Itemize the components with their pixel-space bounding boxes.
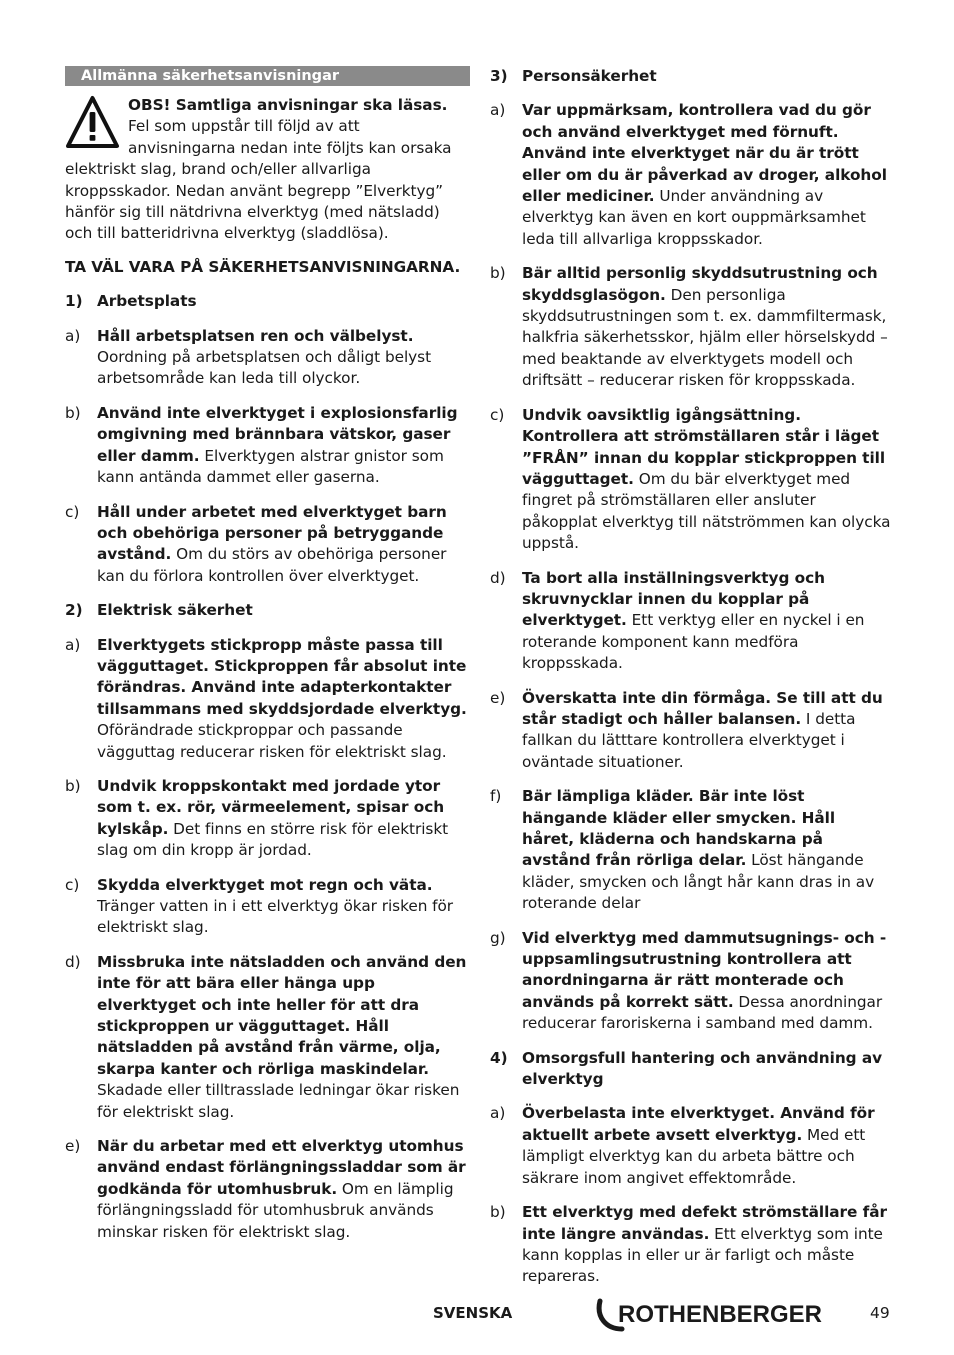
- item-bold-text: Undvik oavsiktlig igångsättning. Kontrollera att strömställaren står i läget ”FRÅN” innan du kopplar stickproppen till vägguttaget.: [522, 405, 886, 488]
- item-bold-text: Håll under arbetet med elverktyget barn och obehöriga personer på betryggande avstånd.: [97, 502, 447, 564]
- list-item: [490, 1103, 892, 1189]
- item-text: Med ett lämpligt elverktyg kan du arbeta bättre och säkrare inom angivet effektområde.: [522, 1125, 866, 1187]
- list-item: [490, 568, 892, 675]
- section-heading-title: Elektrisk säkerhet: [97, 601, 253, 620]
- item-text: Löst hängande kläder, smycken och långt hår kann dras in av roterande delar: [522, 851, 875, 913]
- item-label: c): [65, 875, 80, 894]
- item-label: d): [490, 568, 506, 587]
- item-bold-text: Bär lämpliga kläder. Bär inte löst hängande kläder eller smycken. Håll håret, kläderna och handskarna på avstånd från rörliga delar.: [522, 787, 836, 870]
- item-text: Ett verktyg eller en nyckel i en roterande komponent kann medföra kroppsskada.: [522, 611, 865, 673]
- logo-wordmark: ROTHENBERGER: [618, 1301, 823, 1328]
- item-text: Det finns en större risk för elektriskt slag om din kropp är jordad.: [97, 819, 449, 860]
- warning-body-text: Fel som uppstår till följd av att anvisningarna nedan inte följts kan orsaka elektriskt slag, brand och/eller allvarliga kroppsskador. Nedan använt begrepp ”Elverktyg” hänför sig till nätdrivna elverktyg (med nätsladd) och till batteridrivna elverktyg (sladdlösa).: [65, 117, 452, 243]
- item-text: Oordning på arbetsplatsen och dåligt belyst arbetsområde kan leda till olyckor.: [97, 348, 432, 388]
- section-heading-title: Arbetsplats: [97, 292, 197, 311]
- list-item: [65, 635, 470, 763]
- section-heading-title: Omsorgsfull hantering och användning av elverktyg: [522, 1048, 883, 1089]
- section-heading-personsakerhet: [490, 66, 892, 87]
- section-number: 1): [65, 292, 83, 311]
- keep-instructions-notice: TA VÄL VARA PÅ SÄKERHETSANVISNINGARNA.: [65, 257, 461, 276]
- list-item: [65, 502, 470, 588]
- item-label: e): [490, 688, 506, 707]
- item-label: b): [490, 264, 506, 283]
- item-bold-text: Håll arbetsplatsen ren och välbelyst.: [97, 326, 414, 345]
- item-text: Om du bär elverktyget med fingret på strömställaren eller ansluter påkopplat elverktyg till nätströmmen kan olycka uppstå.: [522, 469, 891, 553]
- item-text: Om en lämplig förlängningssladd för utomhusbruk används minskar risken för elektriskt slag.: [97, 1179, 454, 1241]
- item-text: Skadade eller tilltrasslade ledningar ökar risken för elektriskt slag.: [97, 1081, 460, 1121]
- item-text: Dessa anordningar reducerar faroriskerna i samband med damm.: [522, 992, 883, 1033]
- item-bold-text: Skydda elverktyget mot regn och väta.: [97, 875, 433, 894]
- item-label: b): [65, 403, 81, 422]
- section-number: 4): [490, 1048, 508, 1067]
- section-heading-elektrisk-sakerhet: [65, 600, 470, 621]
- item-text: I detta fallkan du lätttare kontrollera elverktyget i oväntade situationer.: [522, 709, 856, 771]
- page-number: 49: [870, 1304, 890, 1322]
- item-label: a): [65, 326, 81, 345]
- warning-bold-text: OBS! Samtliga anvisningar ska läsas.: [128, 96, 448, 114]
- item-label: g): [490, 928, 506, 947]
- right-column: [490, 66, 892, 1288]
- item-text: Ett elverktyg som inte kann kopplas in eller ur är farligt och måste repareras.: [522, 1224, 883, 1286]
- item-label: e): [65, 1137, 81, 1156]
- footer-language: SVENSKA: [433, 1304, 513, 1322]
- warning-triangle-icon: [65, 95, 120, 149]
- item-label: f): [490, 787, 502, 806]
- list-item: [490, 928, 892, 1035]
- list-item: [65, 952, 470, 1123]
- list-item: [65, 1136, 470, 1243]
- section-number: 3): [490, 67, 508, 85]
- section-heading-arbetsplats: [65, 291, 470, 312]
- item-text: Den personliga skyddsutrustningen som t. ex. dammfiltermask, halkfria säkerhetsskor, hjälm eller hörselskydd – med beaktande av elverktygets modell och driftsätt – reducerar risken för kroppsskada.: [522, 285, 888, 390]
- item-text: Elverktygen alstrar gnistor som kann antända dammet eller gaserna.: [97, 446, 444, 487]
- item-text: Oförändrade stickproppar och passande vägguttag reducerar risken för elektriskt slag.: [97, 721, 447, 761]
- list-item: [65, 875, 470, 939]
- item-label: d): [65, 952, 81, 971]
- item-bold-text: Använd inte elverktyget i explosionsfarlig omgivning med brännbara vätskor, gaser eller damm.: [97, 403, 458, 465]
- list-item: [490, 263, 892, 391]
- item-bold-text: Missbruka inte nätsladden och använd den inte för att bära eller hänga upp elverktyget och inte heller för att dra stickproppen ur vägguttaget. Håll nätsladden på avstånd från värme, olja, skarpa kanter och rörliga maskindelar.: [97, 952, 467, 1078]
- item-label: a): [490, 101, 506, 120]
- item-bold-text: Överbelasta inte elverktyget. Använd för aktuellt arbete avsett elverktyg.: [522, 1104, 875, 1144]
- list-item: [490, 786, 892, 914]
- list-item: [490, 688, 892, 774]
- item-label: c): [65, 502, 80, 521]
- item-text: Om du störs av obehöriga personer kan du förlora kontrollen över elverktyget.: [97, 545, 447, 585]
- warning-notice: [65, 95, 470, 245]
- item-label: a): [65, 635, 81, 654]
- section-heading-omsorgsfull-hantering: [490, 1048, 892, 1091]
- list-item: [490, 405, 892, 555]
- left-column: [65, 66, 470, 1243]
- item-text: Under användning av elverktyg kan även en kort ouppmärksamhet leda till allvarliga kroppsskador.: [522, 187, 866, 248]
- section-heading-title: Personsäkerhet: [522, 67, 657, 85]
- item-bold-text: Var uppmärksam, kontrollera vad du gör och använd elverktyget med förnuft. Använd inte elverktyget när du är trött eller om du är påverkad av droger, alkohol eller mediciner.: [522, 101, 887, 206]
- section-number: 2): [65, 601, 83, 620]
- section-title-bar: Allmänna säkerhetsanvisningar: [65, 66, 470, 86]
- item-bold-text: När du arbetar med ett elverktyg utomhus använd endast förlängningssladdar som är godkända för utomhusbruk.: [97, 1137, 466, 1198]
- list-item: [65, 403, 470, 489]
- list-item: [490, 100, 892, 250]
- item-bold-text: Vid elverktyg med dammutsugnings- och -uppsamlingsutrustning kontrollera att anordningarna är rätt monterade och används på korrekt sätt.: [522, 928, 887, 1011]
- item-bold-text: Ta bort alla inställningsverktyg och skruvnycklar innen du kopplar på elverktyget.: [522, 568, 825, 630]
- rothenberger-logo: [596, 1297, 836, 1333]
- item-bold-text: Undvik kroppskontakt med jordade ytor som t. ex. rör, värmeelement, spisar och kylskåp.: [97, 776, 445, 838]
- item-label: b): [490, 1203, 506, 1222]
- item-label: a): [490, 1104, 506, 1123]
- item-text: Tränger vatten in i ett elverktyg ökar risken för elektriskt slag.: [97, 897, 454, 937]
- item-bold-text: Ett elverktyg med defekt strömställare får inte längre användas.: [522, 1203, 888, 1243]
- item-bold-text: Elverktygets stickpropp måste passa till vägguttaget. Stickproppen får absolut inte förändras. Använd inte adapterkontakter tillsammans med skyddsjordade elverktyg.: [97, 635, 467, 718]
- list-item: [65, 326, 470, 390]
- item-label: c): [490, 405, 505, 424]
- item-bold-text: Överskatta inte din förmåga. Se till att du står stadigt och håller balansen.: [522, 688, 883, 728]
- item-label: b): [65, 776, 81, 795]
- item-bold-text: Bär alltid personlig skyddsutrustning och skyddsglasögon.: [522, 264, 878, 304]
- list-item: [490, 1202, 892, 1288]
- list-item: [65, 776, 470, 862]
